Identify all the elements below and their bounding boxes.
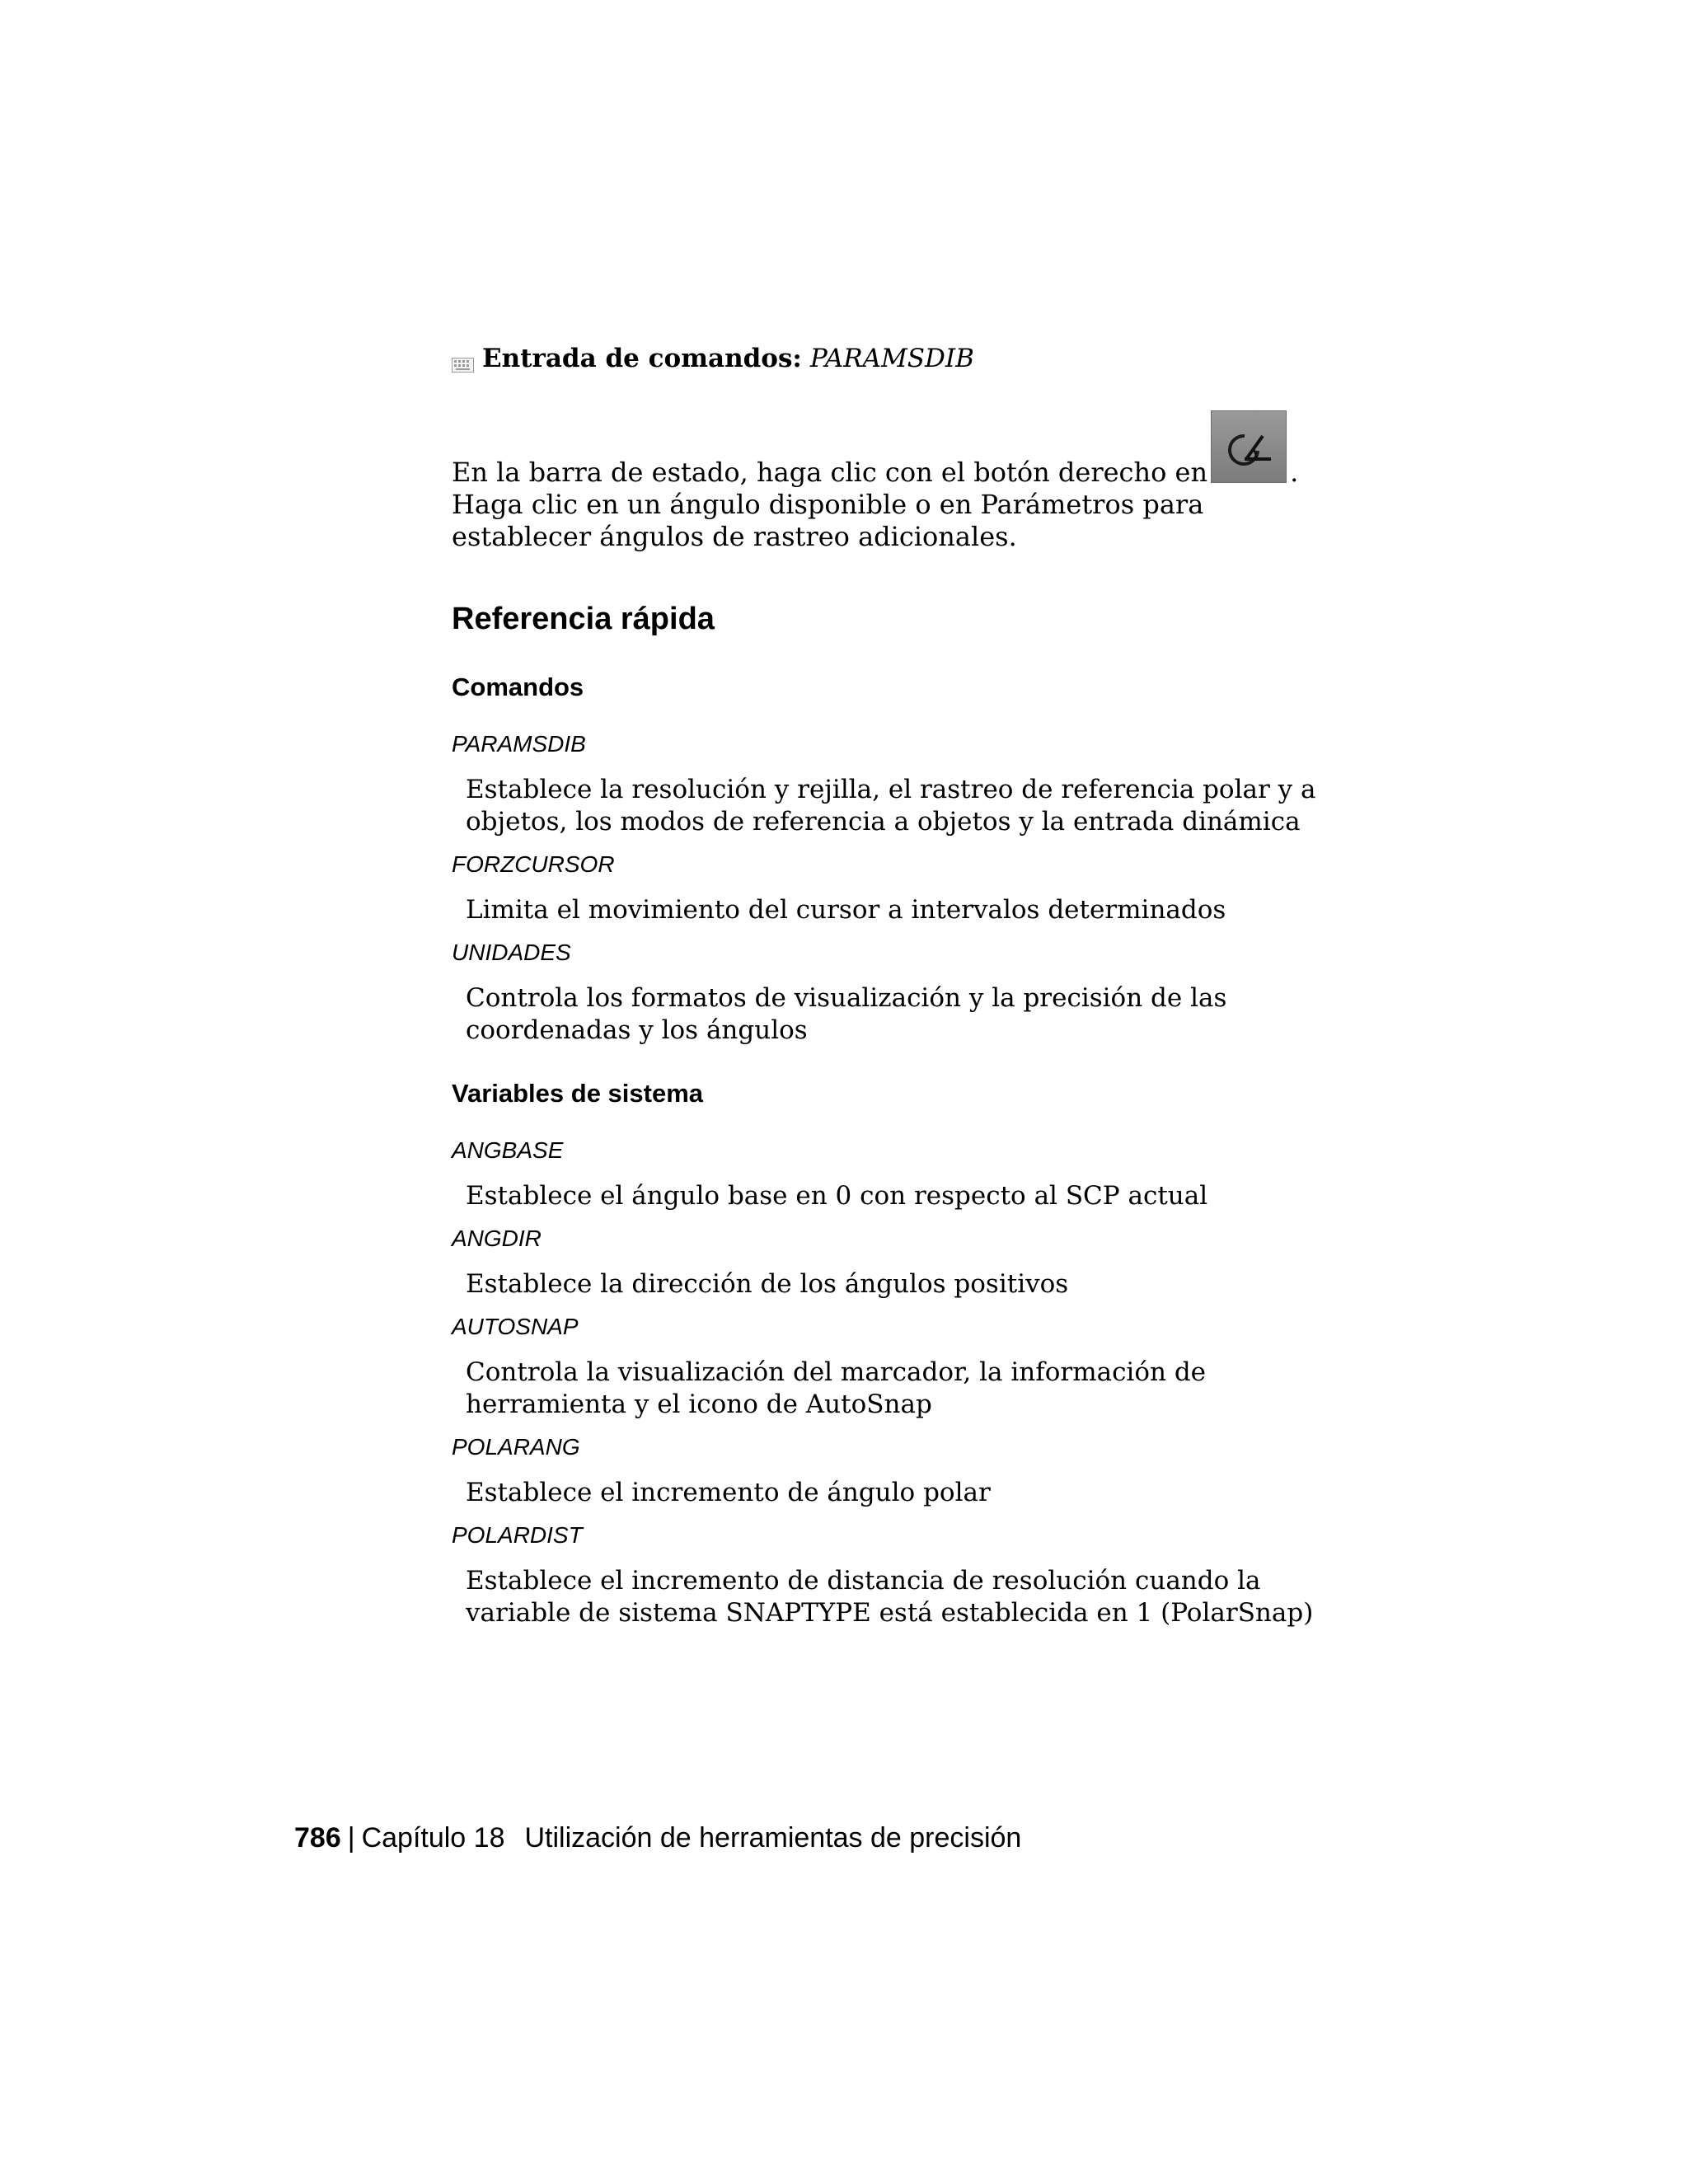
list-item — [452, 729, 1342, 838]
list-item — [452, 1432, 1342, 1509]
command-entry-label: Entrada de comandos: — [482, 344, 802, 373]
list-item — [452, 850, 1342, 926]
variable-name: POLARDIST — [452, 1522, 583, 1548]
keyboard-icon — [452, 349, 474, 364]
polar-tracking-icon — [1211, 410, 1287, 483]
variable-name: POLARANG — [452, 1434, 580, 1460]
commands-heading: Comandos — [452, 673, 584, 701]
status-bar-paragraph — [452, 410, 1342, 553]
list-item — [452, 1312, 1342, 1421]
variable-description: Establece el incremento de ángulo polar — [466, 1478, 991, 1507]
footer-separator: | — [347, 1822, 355, 1854]
list-item — [452, 1521, 1342, 1629]
paragraph-text-before: En la barra de estado, haga clic con el botón derecho en — [452, 457, 1208, 488]
variable-description: Establece el ángulo base en 0 con respecto al SCP actual — [466, 1181, 1208, 1211]
command-description: Controla los formatos de visualización y la precisión de las coordenadas y los ángulos — [466, 983, 1227, 1045]
command-description: Establece la resolución y rejilla, el rastreo de referencia polar y a objetos, los modos de referencia a objetos y la entrada dinámica — [466, 775, 1316, 837]
command-entry-value: PARAMSDIB — [809, 344, 974, 373]
system-variables-list — [452, 1136, 1342, 1629]
chapter-title: Utilización de herramientas de precisión — [524, 1822, 1022, 1854]
command-entry — [452, 341, 1342, 376]
command-description: Limita el movimiento del cursor a intervalos determinados — [466, 895, 1226, 925]
command-name: FORZCURSOR — [452, 851, 615, 877]
paragraph-text-after: . Haga clic en un ángulo disponible o en Parámetros para establecer ángulos de rastreo adicionales. — [452, 457, 1299, 552]
variable-name: ANGBASE — [452, 1137, 564, 1163]
page-content — [452, 341, 1342, 1629]
list-item — [452, 938, 1342, 1047]
variable-name: AUTOSNAP — [452, 1314, 579, 1339]
variable-description: Controla la visualización del marcador, la información de herramienta y el icono de AutoSnap — [466, 1357, 1207, 1419]
command-name: UNIDADES — [452, 940, 571, 965]
quick-reference-title: Referencia rápida — [452, 602, 715, 636]
page-footer — [294, 1820, 1021, 1856]
list-item — [452, 1224, 1342, 1301]
page-number: 786 — [294, 1822, 341, 1854]
variable-name: ANGDIR — [452, 1226, 542, 1251]
variable-description: Establece el incremento de distancia de resolución cuando la variable de sistema SNAPTYPE está establecida en 1 (PolarSnap) — [466, 1566, 1314, 1628]
chapter-label: Capítulo 18 — [361, 1822, 505, 1854]
variable-description: Establece la dirección de los ángulos positivos — [466, 1269, 1069, 1299]
system-variables-heading: Variables de sistema — [452, 1079, 704, 1108]
commands-list — [452, 729, 1342, 1047]
command-name: PARAMSDIB — [452, 731, 586, 757]
list-item — [452, 1136, 1342, 1212]
